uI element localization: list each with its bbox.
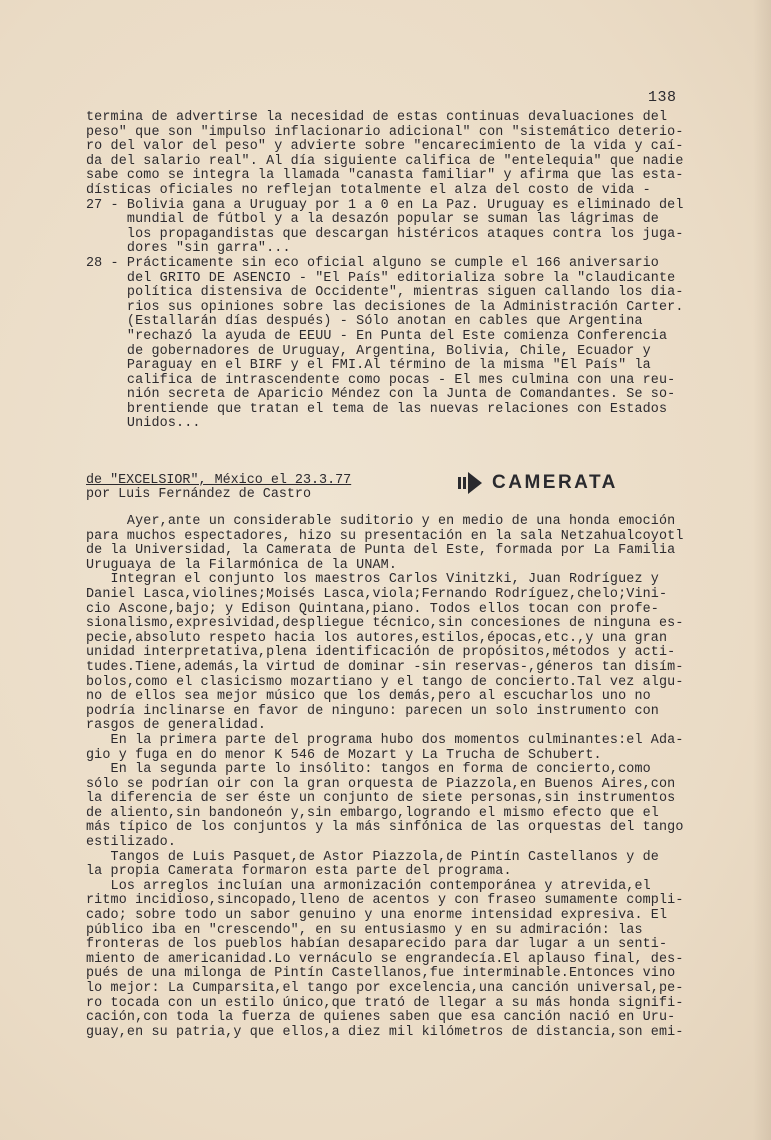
- article-line: de aliento,sin bandoneón y,sin embargo,logrando el mismo efecto que el: [86, 805, 659, 821]
- chronicle-line: dísticas oficiales no reflejan totalmente el alza del costo de vida -: [86, 182, 651, 198]
- chronicle-line: política distensiva de Occidente", mientras siguen callando los dia-: [86, 285, 684, 301]
- chronicle-line: ro del valor del peso" y advierte sobre "encarecimiento de la vida y caí-: [86, 139, 684, 155]
- article-line: no de ellos sea mejor músico que los demás,pero al escucharlos uno no: [86, 689, 651, 705]
- article-line: Daniel Lasca,violines;Moisés Lasca,viola;Fernando Rodríguez,chelo;Vini-: [86, 586, 668, 602]
- article-line: podría inclinarse en favor de ninguno: parecen un solo instrumento con: [86, 703, 659, 719]
- article-line: público iba en "crescendo", en su entusiasmo y en su admiración: las: [86, 922, 643, 938]
- article-line: pecie,absoluto respeto hacia los autores,estilos,épocas,etc.,y una gran: [86, 630, 668, 646]
- chronicle-line: termina de advertirse la necesidad de estas continuas devaluaciones del: [86, 110, 668, 125]
- article-title: CAMERATA: [492, 472, 618, 493]
- arrow-icon: [458, 472, 482, 494]
- chronicle-line: rios sus opiniones sobre las decisiones de la Administración Carter.: [86, 299, 684, 315]
- article-line: de la Universidad, la Camerata de Punta del Este, formada por La Familia: [86, 543, 676, 559]
- article-line: ritmo incidioso,sincopado,lleno de acentos y con fraseo sumamente compli-: [86, 893, 684, 909]
- article-line: cado; sobre todo un sabor genuino y una enorme intensidad expresiva. El: [86, 908, 668, 924]
- article-line: lo mejor: La Cumparsita,el tango por excelencia,una canción universal,pe-: [86, 981, 684, 996]
- article-line: Tangos de Luis Pasquet,de Astor Piazzola,de Pintín Castellanos y de: [86, 849, 659, 865]
- article-line: sólo se podrían oir con la gran orquesta de Piazzola,en Buenos Aires,con: [86, 776, 676, 792]
- article-line: ro tocada con un estilo único,que trató de llegar a su más honda signifi-: [86, 995, 684, 1011]
- article-line: cación,con toda la fuerza de quienes saben que esa canción nació en Uru-: [86, 1010, 676, 1026]
- article-line: Uruguaya de la Filarmónica de la UNAM.: [86, 557, 398, 573]
- chronicle-line: peso" que son "impulso inflacionario adicional" con "sistemático deterio-: [86, 124, 684, 140]
- article-line: bolos,como el clasicismo mozartiano y el tango de concierto.Tal vez algu-: [86, 674, 684, 690]
- article-line: Ayer,ante un considerable suditorio y en medio de una honda emoción: [86, 514, 676, 529]
- article-line: cio Ascone,bajo; y Edison Quintana,piano. Todos ellos tocan con profe-: [86, 601, 659, 617]
- article-line: pués de una milonga de Pintín Castellanos,fue interminable.Entonces vino: [86, 966, 676, 982]
- article-heading: [458, 472, 618, 494]
- article-line: guay,en su patria,y que ellos,a diez mil kilómetros de distancia,son emi-: [86, 1024, 684, 1040]
- chronicle-line: 28 - Prácticamente sin eco oficial alguno se cumple el 166 aniversario: [86, 255, 659, 271]
- chronicle-line: los propagandistas que descargan histéricos ataques contra los juga-: [86, 226, 684, 242]
- chronicle-line: da del salario real". Al día siguiente califica de "entelequia" que nadie: [86, 153, 684, 169]
- chronicle-line: del GRITO DE ASENCIO - "El País" editorializa sobre la "claudicante: [86, 270, 676, 286]
- chronicle-text: [86, 111, 684, 432]
- chronicle-line: dores "sin garra"...: [86, 241, 291, 257]
- chronicle-line: brentiende que tratan el tema de las nuevas relaciones con Estados: [86, 401, 668, 417]
- article-line: tudes.Tiene,además,la virtud de dominar -sin reservas-,géneros tan disím-: [86, 659, 684, 675]
- article-line: En la segunda parte lo insólito: tangos en forma de concierto,como: [86, 762, 651, 778]
- article-line: sionalismo,expresividad,despliegue técnico,sin concesiones de ninguna es-: [86, 616, 684, 632]
- article-line: unidad interpretativa,plena identificación de propósitos,métodos y acti-: [86, 645, 676, 661]
- article-line: rasgos de generalidad.: [86, 718, 267, 734]
- article-line: más típico de los conjuntos y la más sinfónica de las orquestas del tango: [86, 820, 684, 836]
- article-line: la propia Camerata formaron esta parte del programa.: [86, 864, 512, 880]
- article-line: estilizado.: [86, 835, 177, 851]
- chronicle-line: (Estallarán días después) - Sólo anotan en cables que Argentina: [86, 314, 643, 330]
- chronicle-line: mundial de fútbol y a la desazón popular se suman las lágrimas de: [86, 212, 659, 228]
- chronicle-line: Paraguay en el BIRF y el FMI.Al término de la misma "El País" la: [86, 358, 651, 374]
- article-line: la diferencia de ser éste un conjunto de siete personas,sin instrumentos: [86, 791, 676, 807]
- chronicle-line: Unidos...: [86, 416, 201, 432]
- article-line: para muchos espectadores, hizo su presentación en la sala Netzahualcoyotl: [86, 528, 684, 544]
- article-line: gio y fuga en do menor K 546 de Mozart y La Trucha de Schubert.: [86, 747, 602, 763]
- chronicle-line: 27 - Bolivia gana a Uruguay por 1 a 0 en La Paz. Uruguay es eliminado del: [86, 197, 684, 213]
- article-line: En la primera parte del programa hubo dos momentos culminantes:el Ada-: [86, 732, 684, 748]
- article-line: Integran el conjunto los maestros Carlos Vinitzki, Juan Rodríguez y: [86, 572, 659, 588]
- page-number: 138: [648, 89, 677, 106]
- article-body: [86, 515, 684, 1040]
- article-line: Los arreglos incluían una armonización contemporánea y atrevida,el: [86, 878, 651, 894]
- article-source: de "EXCELSIOR", México el 23.3.77: [86, 473, 352, 488]
- chronicle-line: sabe como se integra la llamada "canasta familiar" y afirma que las esta-: [86, 168, 684, 184]
- chronicle-line: "rechazó la ayuda de EEUU - En Punta del Este comienza Conferencia: [86, 328, 668, 344]
- chronicle-line: de gobernadores de Uruguay, Argentina, Bolivia, Chile, Ecuador y: [86, 343, 651, 359]
- article-line: miento de americanidad.Lo vernáculo se engrandecía.El aplauso final, des-: [86, 951, 684, 967]
- chronicle-line: califica de intrascendente como pocas - El mes culmina con una reu-: [86, 372, 676, 388]
- article-author: por Luis Fernández de Castro: [86, 487, 311, 502]
- chronicle-line: nión secreta de Aparicio Méndez con la Junta de Comandantes. Se so-: [86, 387, 676, 403]
- page-edge-shadow: [753, 0, 771, 1140]
- article-line: fronteras de los pueblos habían desaparecido para dar lugar a un senti-: [86, 937, 668, 953]
